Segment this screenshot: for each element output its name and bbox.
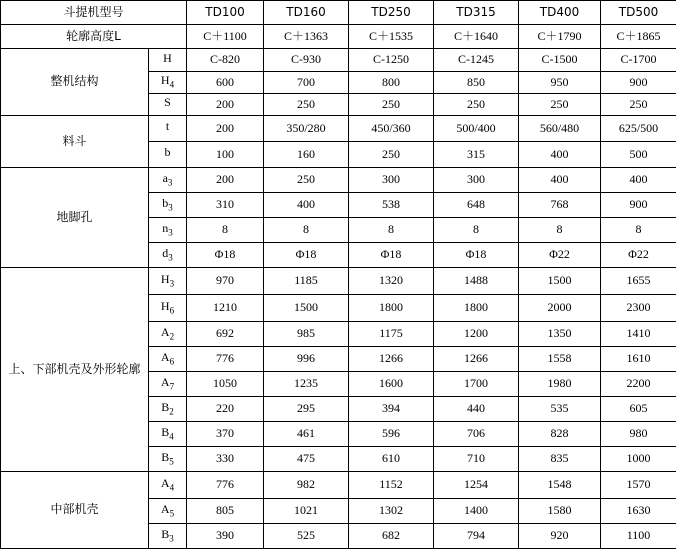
cell: Φ22	[519, 243, 601, 268]
cell: 828	[519, 422, 601, 447]
cell: 394	[349, 397, 434, 422]
cell: 710	[434, 447, 519, 472]
symbol-t: t	[149, 116, 187, 142]
symbol-H: H	[149, 49, 187, 72]
header-label-outline-height: 轮廓高度L	[1, 25, 187, 49]
cell: 250	[519, 94, 601, 116]
outline-height-td100: C＋1100	[187, 25, 264, 49]
symbol-H6: $H_6$	[149, 295, 187, 322]
model-td250: TD250	[349, 1, 434, 25]
cell: 1235	[264, 372, 349, 397]
cell: 1302	[349, 499, 434, 524]
cell: 475	[264, 447, 349, 472]
cell: 200	[187, 168, 264, 193]
cell: C-1250	[349, 49, 434, 72]
cell: 1570	[601, 472, 676, 499]
cell: 850	[434, 72, 519, 94]
cell: 900	[601, 72, 676, 94]
table-row	[1, 49, 676, 72]
cell: 461	[264, 422, 349, 447]
cell: 700	[264, 72, 349, 94]
symbol-B5: $B_5$	[149, 447, 187, 472]
model-td315: TD315	[434, 1, 519, 25]
table-row-outline-height	[1, 25, 676, 49]
cell: 250	[264, 168, 349, 193]
cell: 1548	[519, 472, 601, 499]
symbol-d3: $d_3$	[149, 243, 187, 268]
symbol-n3: $n_3$	[149, 218, 187, 243]
cell: 1700	[434, 372, 519, 397]
symbol-A5: $A_5$	[149, 499, 187, 524]
cell: Φ18	[264, 243, 349, 268]
model-td400: TD400	[519, 1, 601, 25]
table-row-model-header	[1, 1, 676, 25]
outline-height-td400: C＋1790	[519, 25, 601, 49]
cell: 400	[264, 193, 349, 218]
symbol-H4: $H_4$	[149, 72, 187, 94]
cell: 1600	[349, 372, 434, 397]
symbol-a3: $a_3$	[149, 168, 187, 193]
table-row	[1, 268, 676, 295]
cell: 160	[264, 142, 349, 168]
cell: 648	[434, 193, 519, 218]
cell: 1200	[434, 322, 519, 347]
cell: 1655	[601, 268, 676, 295]
cell: 1800	[434, 295, 519, 322]
cell: 8	[264, 218, 349, 243]
cell: 200	[187, 94, 264, 116]
cell: 805	[187, 499, 264, 524]
cell: 920	[519, 524, 601, 549]
cell: 535	[519, 397, 601, 422]
group-label-middle-casing: 中部机壳	[1, 472, 149, 549]
outline-height-td315: C＋1640	[434, 25, 519, 49]
symbol-b3: $b_3$	[149, 193, 187, 218]
cell: 692	[187, 322, 264, 347]
cell: 560/480	[519, 116, 601, 142]
model-td100: TD100	[187, 1, 264, 25]
cell: 300	[434, 168, 519, 193]
cell: C-1245	[434, 49, 519, 72]
cell: 596	[349, 422, 434, 447]
symbol-S: S	[149, 94, 187, 116]
cell: 1000	[601, 447, 676, 472]
cell: 400	[519, 168, 601, 193]
cell: 600	[187, 72, 264, 94]
symbol-A6: $A_6$	[149, 347, 187, 372]
cell: 525	[264, 524, 349, 549]
cell: 1630	[601, 499, 676, 524]
cell: 390	[187, 524, 264, 549]
cell: 2300	[601, 295, 676, 322]
group-label-whole-structure: 整机结构	[1, 49, 149, 116]
cell: 250	[264, 94, 349, 116]
cell: 2000	[519, 295, 601, 322]
cell: 605	[601, 397, 676, 422]
cell: 500	[601, 142, 676, 168]
cell: C-1700	[601, 49, 676, 72]
group-label-bucket: 料斗	[1, 116, 149, 168]
cell: 682	[349, 524, 434, 549]
cell: 982	[264, 472, 349, 499]
cell: 1185	[264, 268, 349, 295]
group-label-anchor-hole: 地脚孔	[1, 168, 149, 268]
symbol-A2: $A_2$	[149, 322, 187, 347]
cell: 8	[519, 218, 601, 243]
table-row	[1, 116, 676, 142]
cell: 835	[519, 447, 601, 472]
symbol-b: b	[149, 142, 187, 168]
cell: 400	[601, 168, 676, 193]
cell: 1266	[349, 347, 434, 372]
cell: 1050	[187, 372, 264, 397]
cell: 300	[349, 168, 434, 193]
cell: 1320	[349, 268, 434, 295]
cell: 1580	[519, 499, 601, 524]
cell: 1610	[601, 347, 676, 372]
cell: 100	[187, 142, 264, 168]
cell: 8	[349, 218, 434, 243]
header-label-model: 斗提机型号	[1, 1, 187, 25]
table-row	[1, 472, 676, 499]
cell: 1021	[264, 499, 349, 524]
cell: 980	[601, 422, 676, 447]
cell: 768	[519, 193, 601, 218]
cell: 330	[187, 447, 264, 472]
cell: C-1500	[519, 49, 601, 72]
cell: 1410	[601, 322, 676, 347]
symbol-B4: $B_4$	[149, 422, 187, 447]
cell: 350/280	[264, 116, 349, 142]
cell: 776	[187, 472, 264, 499]
cell: 625/500	[601, 116, 676, 142]
cell: 1175	[349, 322, 434, 347]
cell: 1210	[187, 295, 264, 322]
cell: 538	[349, 193, 434, 218]
outline-height-td250: C＋1535	[349, 25, 434, 49]
cell: 200	[187, 116, 264, 142]
symbol-A7: $A_7$	[149, 372, 187, 397]
cell: 8	[434, 218, 519, 243]
cell: 1100	[601, 524, 676, 549]
cell: 794	[434, 524, 519, 549]
model-td500: TD500	[601, 1, 676, 25]
outline-height-td160: C＋1363	[264, 25, 349, 49]
cell: C-820	[187, 49, 264, 72]
model-td160: TD160	[264, 1, 349, 25]
cell: 1558	[519, 347, 601, 372]
cell: 1350	[519, 322, 601, 347]
symbol-H3: $H_3$	[149, 268, 187, 295]
cell: 370	[187, 422, 264, 447]
cell: 1152	[349, 472, 434, 499]
cell: 1254	[434, 472, 519, 499]
cell: Φ18	[434, 243, 519, 268]
cell: 250	[434, 94, 519, 116]
cell: 985	[264, 322, 349, 347]
symbol-B3: $B_3$	[149, 524, 187, 549]
cell: 800	[349, 72, 434, 94]
cell: 440	[434, 397, 519, 422]
outline-height-td500: C＋1865	[601, 25, 676, 49]
symbol-B2: $B_2$	[149, 397, 187, 422]
cell: 1488	[434, 268, 519, 295]
cell: 1266	[434, 347, 519, 372]
cell: 250	[601, 94, 676, 116]
cell: 250	[349, 142, 434, 168]
group-label-upper-lower-casing: 上、下部机壳及外形轮廓	[1, 268, 149, 472]
cell: Φ18	[349, 243, 434, 268]
cell: 500/400	[434, 116, 519, 142]
cell: 950	[519, 72, 601, 94]
cell: Φ22	[601, 243, 676, 268]
table-row	[1, 168, 676, 193]
cell: 776	[187, 347, 264, 372]
cell: 706	[434, 422, 519, 447]
cell: 970	[187, 268, 264, 295]
cell: 1800	[349, 295, 434, 322]
cell: 1500	[264, 295, 349, 322]
cell: 996	[264, 347, 349, 372]
cell: 450/360	[349, 116, 434, 142]
cell: 400	[519, 142, 601, 168]
cell: 1500	[519, 268, 601, 295]
cell: 220	[187, 397, 264, 422]
cell: C-930	[264, 49, 349, 72]
cell: 610	[349, 447, 434, 472]
symbol-A4: $A_4$	[149, 472, 187, 499]
cell: 8	[601, 218, 676, 243]
cell: 8	[187, 218, 264, 243]
cell: 295	[264, 397, 349, 422]
cell: 250	[349, 94, 434, 116]
cell: 310	[187, 193, 264, 218]
cell: 315	[434, 142, 519, 168]
cell: 900	[601, 193, 676, 218]
cell: 1400	[434, 499, 519, 524]
cell: Φ18	[187, 243, 264, 268]
cell: 2200	[601, 372, 676, 397]
cell: 1980	[519, 372, 601, 397]
